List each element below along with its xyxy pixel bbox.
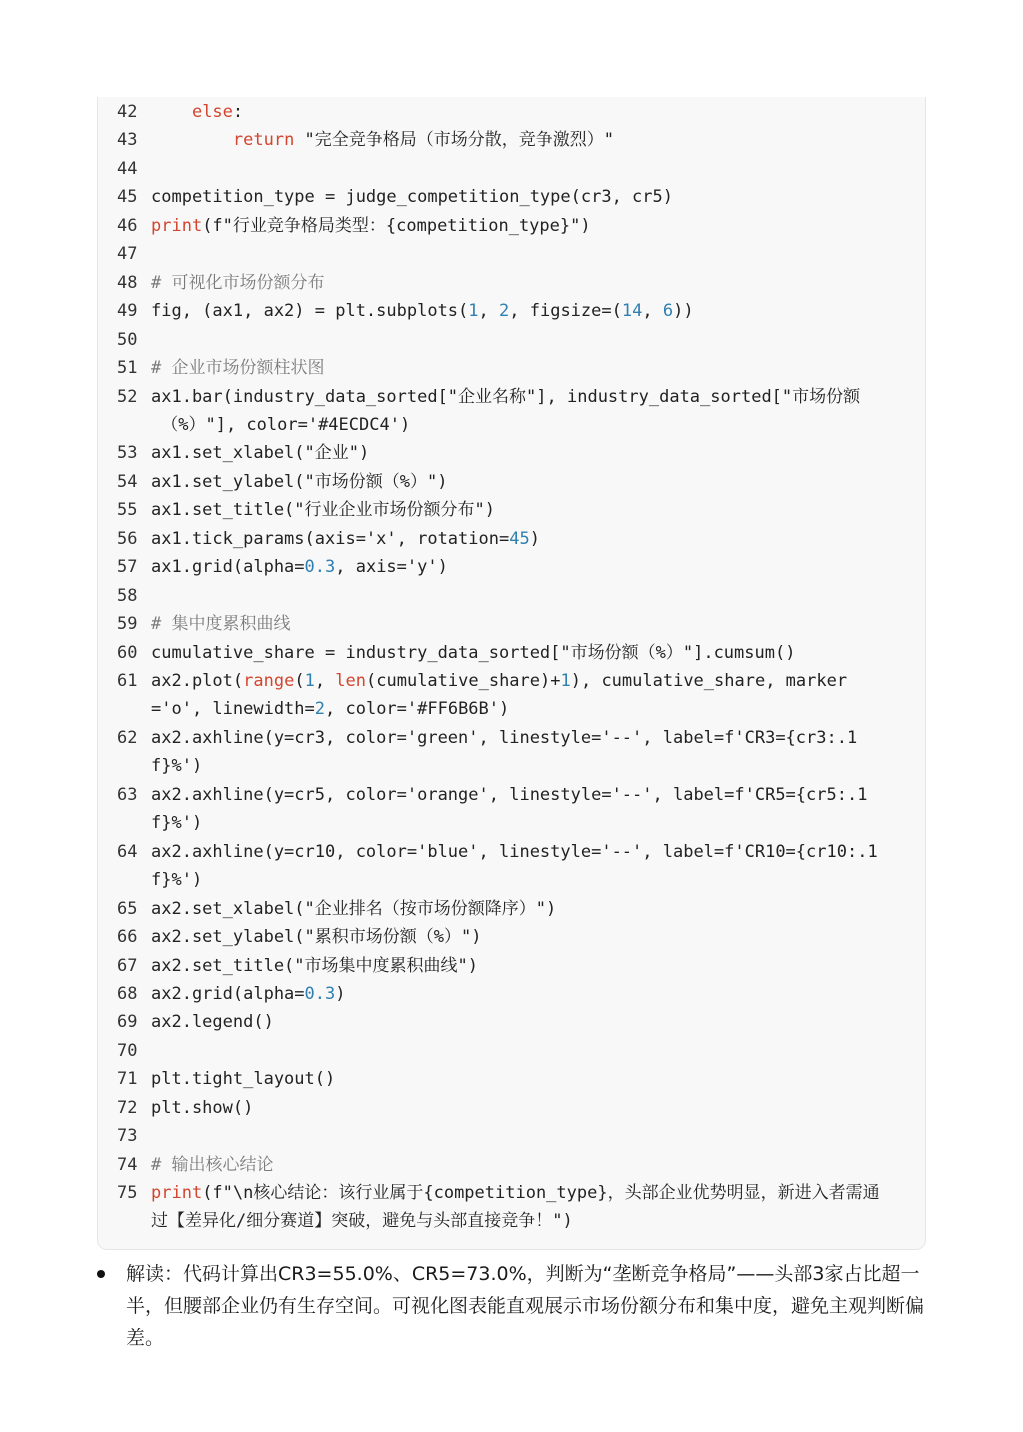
code-token: plt.tight_layout() <box>151 1069 336 1090</box>
code-text <box>151 980 911 1008</box>
code-token: (cumulative_share)+ <box>366 671 561 691</box>
code-token: ) <box>529 528 540 549</box>
line-number: 42 <box>117 102 138 122</box>
code-text <box>151 1008 911 1036</box>
line-number: 75 <box>117 1183 138 1204</box>
code-token: 1 <box>304 671 315 691</box>
code-token: )) <box>673 301 694 322</box>
code-token: print <box>151 1183 203 1204</box>
line-number: 56 <box>117 528 138 549</box>
code-text <box>151 525 911 553</box>
code-token: ax1.tick_params(axis='x', rotation= <box>151 528 510 549</box>
code-text <box>151 1151 911 1179</box>
line-number: 68 <box>117 983 138 1004</box>
line-number: 43 <box>117 130 138 151</box>
line-number: 66 <box>117 927 138 948</box>
code-text <box>151 354 911 382</box>
line-number: 74 <box>117 1154 138 1175</box>
code-token: ax2.grid(alpha= <box>151 983 305 1004</box>
line-number: 65 <box>117 898 138 919</box>
line-number: 46 <box>117 215 138 236</box>
code-text <box>151 667 911 723</box>
code-token: "完全竞争格局（市场分散，竞争激烈）" <box>294 130 615 151</box>
code-text <box>151 439 911 467</box>
code-token: ax1.grid(alpha= <box>151 557 305 578</box>
line-number: 67 <box>117 955 138 976</box>
code-token: , <box>642 301 663 322</box>
code-token: return <box>232 130 295 151</box>
code-token: , color='#FF6B6B') <box>325 699 510 719</box>
code-token: # 可视化市场份额分布 <box>151 272 325 293</box>
line-number: 53 <box>117 443 138 464</box>
code-text <box>151 1179 911 1235</box>
line-number: 51 <box>117 358 138 379</box>
code-token: ax2.set_ylabel("累积市场份额（%）") <box>151 927 482 948</box>
code-token: ax2.plot( <box>151 671 244 691</box>
code-text <box>151 610 911 638</box>
code-token: ax2.axhline(y=cr5, color='orange', linestyle='--', label=f'CR5={cr5:.1 f}%') <box>151 784 868 833</box>
code-token: ax1.bar(industry_data_sorted["企业名称"], industry_data_sorted["市场份额 （%）"], color='#4ECDC4') <box>151 386 861 435</box>
line-number: 59 <box>117 614 138 635</box>
code-token: ax2.axhline(y=cr10, color='blue', linestyle='--', label=f'CR10={cr10:.1 f}%') <box>151 841 878 890</box>
code-token: competition_type = judge_competition_type(cr3, cr5) <box>151 187 673 208</box>
line-number: 52 <box>117 386 138 407</box>
code-text <box>151 1065 911 1093</box>
line-number: 61 <box>117 671 138 691</box>
code-token: 14 <box>621 301 643 322</box>
code-token: 2 <box>499 301 510 322</box>
code-token <box>151 130 233 150</box>
code-token: ax2.legend() <box>151 1012 274 1033</box>
code-text <box>151 639 911 667</box>
code-token: # 集中度累积曲线 <box>151 614 291 635</box>
code-text <box>151 781 911 837</box>
code-token: else <box>191 102 233 122</box>
code-text <box>151 952 911 980</box>
code-text <box>151 126 911 154</box>
code-text <box>151 838 911 894</box>
line-number: 50 <box>117 329 138 350</box>
code-token: len <box>335 671 367 691</box>
code-token: ax1.set_xlabel("企业") <box>151 443 370 464</box>
code-token: cumulative_share = industry_data_sorted["市场份额（%）"].cumsum() <box>151 642 796 663</box>
code-text <box>151 183 911 211</box>
code-token: ), cumulative_share, marker ='o', linewidth= <box>151 671 848 719</box>
code-token: (f"行业竞争格局类型：{competition_type}") <box>202 215 591 236</box>
code-token: 1 <box>468 301 479 322</box>
code-token: # 输出核心结论 <box>151 1154 274 1175</box>
code-token: ax2.set_title("市场集中度累积曲线") <box>151 955 478 976</box>
code-token: (f"\n核心结论：该行业属于{competition_type}，头部企业优势明显，新进入者需通 过【差异化/细分赛道】突破，避免与头部直接竞争！") <box>151 1183 880 1232</box>
code-text <box>151 895 911 923</box>
code-token: , <box>314 671 336 691</box>
code-text <box>151 383 911 439</box>
code-token: 45 <box>509 528 530 549</box>
line-number: 72 <box>117 1097 138 1118</box>
code-text <box>151 269 911 297</box>
code-token: ax2.axhline(y=cr3, color='green', linestyle='--', label=f'CR3={cr3:.1 f}%') <box>151 727 858 776</box>
code-token: 0.3 <box>304 557 336 578</box>
code-token: : <box>232 102 244 122</box>
code-token: ) <box>335 983 346 1004</box>
code-token: ( <box>294 671 305 691</box>
line-number: 45 <box>117 187 138 208</box>
line-number: 71 <box>117 1069 138 1090</box>
code-token: print <box>151 215 203 236</box>
note-text: 解读：代码计算出CR3=55.0%、CR5=73.0%，判断为“垄断竞争格局”——头部3家占比超一半，但腰部企业仍有生存空间。可视化图表能直观展示市场份额分布和集中度，避免主观判断偏差。 <box>126 1263 925 1349</box>
code-block <box>97 97 926 1250</box>
code-token: , axis='y') <box>335 557 448 578</box>
code-token: 0.3 <box>304 983 336 1004</box>
line-number: 64 <box>117 841 138 862</box>
line-number: 63 <box>117 784 138 805</box>
code-token: , figsize=( <box>509 301 622 322</box>
code-token: 6 <box>662 301 674 322</box>
line-number: 70 <box>117 1040 138 1061</box>
line-number: 69 <box>117 1012 138 1033</box>
line-number: 47 <box>117 244 138 265</box>
line-number: 55 <box>117 500 138 521</box>
code-token: 2 <box>314 699 326 719</box>
code-token: ax2.set_xlabel("企业排名（按市场份额降序）") <box>151 898 557 919</box>
code-token: 1 <box>560 671 571 691</box>
line-number: 57 <box>117 557 138 578</box>
line-number: 73 <box>117 1126 138 1147</box>
line-number: 49 <box>117 301 138 322</box>
code-token: ax1.set_ylabel("市场份额（%）") <box>151 471 448 492</box>
code-text <box>151 724 911 780</box>
code-text <box>151 468 911 496</box>
code-text <box>151 923 911 951</box>
code-token: , <box>478 301 500 322</box>
line-number: 58 <box>117 585 138 606</box>
bullet-icon <box>97 1270 105 1278</box>
line-number: 44 <box>117 158 138 179</box>
code-token: ax1.set_title("行业企业市场份额分布") <box>151 500 495 521</box>
line-number: 62 <box>117 727 138 748</box>
code-text <box>151 297 911 325</box>
code-text <box>151 1094 911 1122</box>
line-number: 60 <box>117 642 138 663</box>
line-number: 54 <box>117 471 138 492</box>
code-token: fig, (ax1, ax2) = plt.subplots( <box>151 301 469 322</box>
code-text <box>151 98 911 126</box>
line-number: 48 <box>117 272 138 293</box>
code-text <box>151 553 911 581</box>
code-token <box>151 102 192 122</box>
code-token: plt.show() <box>151 1097 254 1118</box>
code-token: range <box>243 671 295 691</box>
code-token: # 企业市场份额柱状图 <box>151 358 325 379</box>
code-text <box>151 212 911 240</box>
code-text <box>151 496 911 524</box>
